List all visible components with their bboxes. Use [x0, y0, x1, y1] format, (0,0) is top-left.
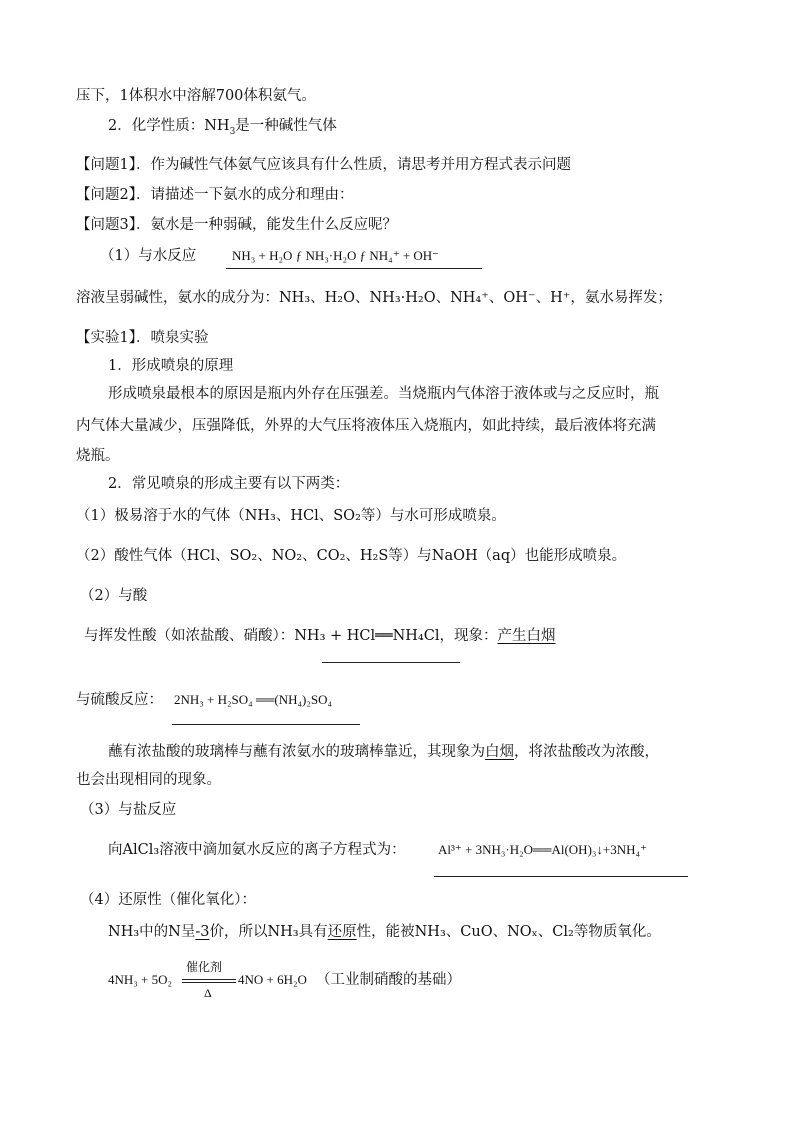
answer-rule	[172, 724, 360, 725]
reaction-arrow	[182, 979, 236, 980]
text: 蘸有浓盐酸的玻璃棒与蘸有浓氨水的玻璃棒靠近，其现象为	[108, 744, 485, 760]
paragraph-line	[108, 742, 659, 762]
text: 性，能被NH₃、CuO、NOₓ、Cl₂等物质氧化。	[356, 924, 661, 940]
paragraph-line: 形成喷泉最根本的原因是瓶内外存在压强差。当烧瓶内气体溶于液体或与之反应时，瓶	[108, 386, 659, 402]
answer-rule	[226, 268, 482, 269]
heat-label: Δ	[204, 986, 212, 1000]
text: 2．化学性质：NH	[108, 118, 230, 134]
type-2: （2）酸性气体（HCl、SO₂、NO₂、CO₂、H₂S等）与NaOH（aq）也能形成喷泉。	[76, 548, 627, 564]
sulfuric-label: 与硫酸反应：	[76, 692, 163, 708]
catalytic-lhs: 4NH₃ + 5O₂	[108, 972, 173, 987]
catalyst-label: 催化剂	[186, 960, 223, 974]
volatile-acid-line	[84, 626, 555, 646]
answer-phenomenon: 产生白烟	[497, 628, 556, 644]
sulfuric-equation: 2NH₃ + H₂SO₄ ══(NH₄)₂SO₄	[174, 692, 333, 707]
section-heading-chemical-properties: 2．化学性质：$NH_3$是一种碱性气体	[108, 118, 337, 137]
question-3: 【问题3】．氨水是一种弱碱，能发生什么反应呢？	[76, 217, 397, 233]
solution-composition: 溶液呈弱碱性，氨水的成分为：NH₃、H₂O、NH₃·H₂O、NH₄⁺、OH⁻、H⁺，氨水易挥发；	[76, 290, 672, 306]
answer-valence: -3	[195, 924, 210, 940]
salt-label: 向AlCl₃溶液中滴加氨水反应的离子方程式为：	[108, 842, 406, 858]
text: 是一种碱性气体	[235, 118, 337, 134]
reducing-heading: （4）还原性（催化氧化）：	[80, 892, 256, 908]
paragraph-line: 内气体大量减少，压强降低，外界的大气压将液体压入烧瓶内，如此持续，最后液体将充满	[76, 418, 656, 434]
acid-heading: （2）与酸	[80, 588, 148, 604]
answer-rule	[322, 662, 460, 663]
text-line: 压下，1体积水中溶解700体积氨气。	[76, 88, 316, 104]
water-reaction-label: （1）与水反应	[100, 248, 197, 264]
salt-heading: （3）与盐反应	[80, 802, 177, 818]
types-heading: 2．常见喷泉的形成主要有以下两类：	[108, 476, 350, 492]
catalytic-rhs: 4NO + 6H₂O	[238, 972, 307, 987]
paragraph-line: 烧瓶。	[76, 448, 120, 464]
text: 价，所以NH₃具有	[209, 924, 328, 940]
type-1: （1）极易溶于水的气体（NH₃、HCl、SO₂等）与水可形成喷泉。	[76, 508, 506, 524]
reaction-arrow	[182, 982, 236, 983]
principle-heading: 1．形成喷泉的原理	[108, 358, 234, 374]
question-1: 【问题1】．作为碱性气体氨气应该具有什么性质，请思考并用方程式表示问题	[76, 157, 571, 173]
catalytic-note: （工业制硝酸的基础）	[316, 972, 461, 988]
experiment-1-heading: 【实验1】．喷泉实验	[76, 330, 209, 346]
salt-equation: Al³⁺ + 3NH₃·H₂O══Al(OH)₃↓+3NH₄⁺	[438, 842, 647, 857]
paragraph-line: 也会出现相同的现象。	[76, 772, 221, 788]
answer-rule	[434, 876, 688, 877]
water-equation: NH₃ + H₂O ƒ NH₃·H₂O ƒ NH₄⁺ + OH⁻	[232, 248, 440, 263]
text: ，将浓盐酸改为浓酸，	[514, 744, 659, 760]
text: 与挥发性酸（如浓盐酸、硝酸）：NH₃ + HCl══NH₄Cl，现象：	[84, 628, 498, 644]
question-2: 【问题2】．请描述一下氨水的成分和理由：	[76, 187, 354, 203]
text: NH₃中的N呈	[108, 924, 196, 940]
answer-reducing: 还原	[327, 924, 357, 940]
answer-white-smoke: 白烟	[485, 744, 514, 760]
reducing-line	[108, 922, 661, 942]
